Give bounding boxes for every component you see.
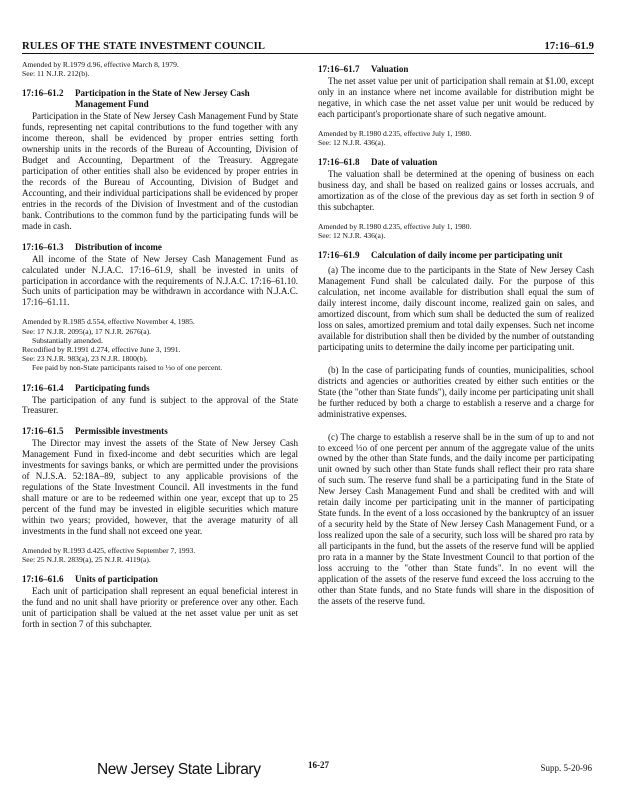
running-header (22, 36, 594, 52)
amendment-line: Amended by R.1985 d.554, effective November 4, 1985. (22, 317, 195, 327)
left-column (22, 60, 298, 630)
section-number: 17:16–61.7 (318, 64, 360, 74)
right-column (318, 60, 594, 607)
section-heading-61-3 (22, 242, 298, 253)
amendment-line: Amended by R.1979 d.96, effective March 8, 1979. (22, 60, 179, 69)
amendment-line: See: 23 N.J.R. 983(a), 23 N.J.R. 1800(b). (22, 354, 148, 364)
section-heading-61-7 (318, 64, 594, 75)
section-number: 17:16–61.2 (22, 88, 64, 99)
subsection-a: (a) The income due to the participants in the State of New Jersey Cash Management Fund shall be calculated daily. For the purpose of this calculation, net income available for distribution shall equal the sum of daily interest income, daily discount income, realized gain on sales, and amortized discount, from which sum shall be deducted the sum of realized loss on sales, amortized premium and total daily expenses. Such net income available for distribution shall then be divided by the number of outstanding participating units to determine the daily income per participating unit. (318, 265, 594, 352)
library-logo: New Jersey State Library (97, 761, 261, 778)
section-number: 17:16–61.4 (22, 382, 64, 393)
amendment-line: See: 12 N.J.R. 436(a). (318, 231, 386, 241)
amendment-note (22, 546, 298, 564)
section-body: The participation of any fund is subject to the approval of the State Treasurer. (22, 394, 298, 416)
amendment-line: See: 12 N.J.R. 436(a). (318, 137, 386, 147)
section-number: 17:16–61.8 (318, 157, 360, 168)
section-body: Each unit of participation shall represent an equal beneficial interest in the fund and no unit shall have priority or preference over any other. Each unit of participation shall be valued at the net asset value per unit as set forth in section 7 of this subchapter. (22, 586, 298, 630)
amendment-line: Substantially amended. (32, 335, 103, 345)
section-heading-61-2 (22, 88, 298, 110)
section-title: Participation in the State of New Jersey Cash Management Fund (75, 88, 250, 110)
amendment-line: Amended by R.1993 d.425, effective September 7, 1993. (22, 545, 196, 555)
page-number: 16-27 (308, 760, 329, 770)
section-title: Permissible investments (75, 426, 168, 437)
page-footer (22, 752, 594, 782)
section-heading-61-6 (22, 574, 298, 585)
section-number: 17:16–61.6 (22, 574, 64, 585)
amendment-line: See: 11 N.J.R. 212(b). (22, 69, 90, 79)
amendment-note (318, 129, 594, 147)
amendment-line: Amended by R.1980 d.235, effective July 1, 1980. (318, 221, 472, 231)
section-heading-61-5 (22, 426, 298, 437)
section-body: The Director may invest the assets of the State of New Jersey Cash Management Fund in fixed-income and debt securities which are legal investments for savings banks, or which are permitted under the provisions of N.J.S.A. 52:18A–89, subject to any applicable provisions of the regulations of the State Investment Council. All investments in the fund shall mature or are to be redeemed within one year, except that up to 25 percent of the fund may be invested in eligible securities which mature within two years; provided, however, that the average maturity of all investments in the fund shall not exceed one year. (22, 438, 298, 536)
subsection-b: (b) In the case of participating funds of counties, municipalities, school districts and agencies or authorities created by either such entities or the State (the "other than State funds"), daily income per participating unit shall be further reduced by both a charge to establish a reserve and a charge for administrative expenses. (318, 364, 594, 419)
section-title: Calculation of daily income per participating unit (371, 250, 563, 261)
section-title: Distribution of income (75, 241, 162, 252)
section-body: All income of the State of New Jersey Cash Management Fund as calculated under N.J.A.C. 17:16–61.9, shall be invested in units of participation in accordance with the requirements of N.J.A.C. 17:16–61.10. Such units of participation may be withdrawn in accordance with N.J.A.C. 17:16–61.11. (22, 253, 298, 308)
section-title: Date of valuation (371, 157, 438, 168)
section-title: Participating funds (75, 382, 150, 393)
header-rule (22, 53, 594, 54)
amendment-line: See: 25 N.J.R. 2839(a), 25 N.J.R. 4119(a). (22, 555, 151, 565)
section-number: 17:16–61.9 (318, 250, 360, 261)
section-heading-61-9 (318, 250, 594, 261)
section-heading-61-8 (318, 157, 594, 168)
amendment-line: Recodified by R.1991 d.274, effective June 3, 1991. (22, 344, 181, 354)
supplement-date: Supp. 5-20-96 (540, 763, 592, 773)
subsection-c: (c) The charge to establish a reserve shall be in the sum of up to and not to exceed ⅓o of one percent per annum of the aggregate value of the units owned by the other than State funds, and the daily income per participating unit owned by such other than State funds shall reflect their pro rata share of such sum. The reserve fund shall be a participating fund in the State of New Jersey Cash Management Fund and shall be credited with and will retain daily income per participating unit in the manner of participating State funds. In the event of a loss occasioned by the bankruptcy of an issuer of a security held by the State of New Jersey Cash Management Fund, or a loss realized upon the sale of a security, such loss will be shared pro rata by all participants in the fund, but the assets of the reserve fund will be applied pro rata in a manner by the State Investment Council to that portion of the loss accruing to the "other than State funds". In no event will the application of the assets of the reserve fund exceed the loss accruing to the other than State funds, and no State funds will share in the disposition of the assets of the reserve fund. (318, 431, 594, 606)
header-title: RULES OF THE STATE INVESTMENT COUNCIL (22, 41, 265, 52)
section-body: Participation in the State of New Jersey Cash Management Fund by State funds, representing net capital contributions to the fund together with any income thereon, shall be evidenced by proper entries setting forth ownership units in the records of the Bureau of Accounting, Division of Budget and Accounting, Department of the Treasury. Aggregate participation of other entities shall also be evidenced by proper entries in the records of the Bureau of Accounting, Division of Budget and Accounting, and their individual participations shall be evidenced by proper entries in the records of the Division of Investment and of the custodian bank. Contributions to the common fund by the participating funds will be made in cash. (22, 111, 298, 231)
amendment-note (22, 317, 298, 372)
amendment-line: See: 17 N.J.R. 2095(a), 17 N.J.R. 2676(a). (22, 326, 152, 336)
section-body: The net asset value per unit of participation shall remain at $1.00, except only in an instance where net income available for distribution might be negative, in which case the net asset value per unit would be reduced by each participant's proportionate share of such negative amount. (318, 75, 594, 119)
section-number: 17:16–61.3 (22, 241, 64, 252)
amendment-note (22, 60, 298, 78)
section-title: Units of participation (75, 574, 158, 585)
section-number: 17:16–61.5 (22, 426, 64, 437)
amendment-line: Amended by R.1980 d.235, effective July 1, 1980. (318, 128, 472, 138)
section-title: Valuation (371, 64, 409, 74)
section-body: The valuation shall be determined at the opening of business on each business day, and shall be based on realized gains or losses accruals, and amortization as of the close of the previous day as set forth in section 9 of this subchapter. (318, 169, 594, 212)
section-heading-61-4 (22, 383, 298, 394)
header-section-number: 17:16–61.9 (544, 41, 594, 52)
amendment-note (318, 222, 594, 240)
amendment-line: Fee paid by non-State participants raised to ⅓o of one percent. (32, 363, 223, 373)
